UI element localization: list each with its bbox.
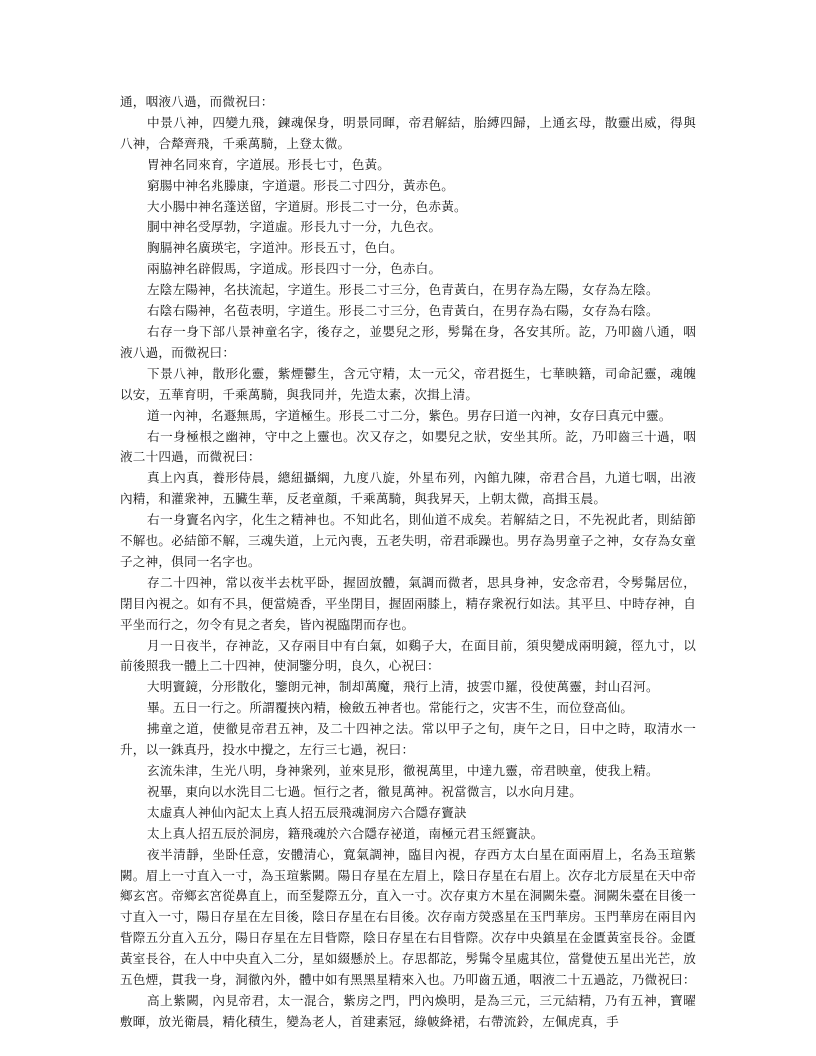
paragraph: 大小腸中神名蓬送留，字道厨。形長二寸一分，色赤黃。	[147, 198, 467, 214]
paragraph: 右陰右陽神，名苞表明，字道生。形長二寸三分，色青黃白，在男存為右陽，女存為右陰。	[147, 303, 659, 319]
paragraph: 太虛真人神仙內記太上真人招五辰飛魂洞房六合隱存竇訣	[147, 804, 467, 820]
paragraph: 通，咽液八過，而微祝曰：	[120, 94, 274, 109]
paragraph: 右一身極根之幽神，守中之上靈也。次又存之，如嬰兒之狀，安坐其所。訖，乃叩齒三十過，咽液二十四過，而微祝曰：	[120, 428, 696, 465]
paragraph: 高上紫闕，內見帝君，太一混合，紫房之門，門內煥明，是為三元，三元結精，乃有五神，寶曜敷暉，放光衛晨，精化積生，變為老人，首建素冠，綠帔絳裙，右帶流鈴，左佩虎真，手	[120, 992, 696, 1029]
paragraph: 右一身竇名內字，化生之精神也。不知此名，則仙道不成矣。若解結之日，不先祝此者，則結節不解也。必結節不解，三魂失道，上元內喪，五老失明，帝君乖躁也。男存為男童子之神，女存為女童子之神，俱同一名字也。	[120, 512, 696, 569]
paragraph: 拂童之道，使徹見帝君五神，及二十四神之法。常以甲子之旬，庚午之日，日中之時，取清水一升，以一銖真丹，投水中攪之，左行三七過，祝曰：	[120, 721, 696, 758]
paragraph: 太上真人招五辰於洞房，籍飛魂於六合隱存祕道，南極元君玉經竇訣。	[147, 825, 544, 841]
paragraph: 祝畢，東向以水洗目二七過。恒行之者，徹見萬神。祝當微言，以水向月建。	[147, 783, 582, 799]
paragraph: 存二十四神，常以夜半去枕平卧，握固放體，氣調而微者，思具身神，安念帝君，令髣髴居位，閉目內視之。如有不具，便當燒香，平坐閉目，握固兩膝上，精存衆祝行如法。其平旦、中時存神，自平坐而行之，勿令有見之者矣，皆內視臨閉而存也。	[120, 574, 696, 632]
paragraph: 胸膈神名廣瑛宅，字道沖。形長五寸，色白。	[147, 240, 403, 256]
paragraph: 月一日夜半，存神訖，又存兩目中有白氣，如鷄子大，在面目前，須臾變成兩明鏡，徑九寸，以前後照我一體上二十四神，使洞鑒分明，良久，心祝曰：	[120, 637, 696, 674]
document-page	[120, 92, 696, 1033]
paragraph: 窮腸中神名兆滕康，字道還。形長二寸四分，黃赤色。	[147, 177, 455, 193]
paragraph: 兩脇神名辟假馬，字道成。形長四寸一分，色赤白。	[147, 261, 442, 277]
paragraph: 大明竇鏡，分形散化，鑒朗元神，制却萬魔，飛行上清，披雲巾羅，役使萬靈，封山召河。	[147, 679, 659, 695]
paragraph: 道一內神，名遯無馬，字道極生。形長二寸二分，紫色。男存曰道一內神，女存曰真元中靈。	[147, 407, 672, 423]
paragraph: 夜半清靜，坐卧任意，安體清心，寬氣調神，臨目內視，存西方太白星在面兩眉上，名為玉瑄紫闕。眉上一寸直入一寸，為玉瑄紫闕。陽日存星在左眉上，陰日存星在右眉上。次存北方辰星在天中帝鄉玄宮。帝鄉玄宮從鼻直上，而至髮際五分，直入一寸。次存東方木星在洞闕朱臺。洞闕朱臺在目後一寸直入一寸，陽日存星在左目後，陰日存星在右目後。次存南方熒惑星在玉門華房。玉門華房在兩目內眥際五分直入五分，陽日存星在左目眥際，陰日存星在右目眥際。次存中央鎮星在金匱黃室長谷。金匱黃室長谷，在人中中央直入二分，星如綴懸於上。存思都訖，髣髴令星處其位，當覺使五星出光芒，放五色煙，貫我一身，洞徹內外，體中如有黑黑星精來入也。乃叩齒五通，咽液二十五過訖，乃微祝曰：	[120, 846, 696, 988]
paragraph: 左陰左陽神，名扶流起，字道生。形長二寸三分，色青黃白，在男存為左陽，女存為左陰。	[147, 282, 659, 298]
paragraph: 真上內真，養形侍晨，總紐攝綱，九度八旋，外星布列，內館九陳，帝君合昌，九道七咽，出液內精，和灌衆神，五臟生華，反老童顏，千乘萬騎，與我昇天，上朝太微，高揖玉晨。	[120, 470, 696, 507]
paragraph: 畢。五日一行之。所謂覆挾內精，檢斂五神者也。常能行之，灾害不生，而位登高仙。	[147, 700, 634, 716]
paragraph: 玄流朱津，生光八明，身神衆列，並來見形，徹視萬里，中達九靈，帝君映童，使我上精。	[147, 763, 659, 778]
paragraph: 中景八神，四變九飛，鍊魂保身，明景同暉，帝君解結，胎縛四歸，上通玄母，散靈出威，得與八神，合犛齊飛，千乘萬騎，上登太微。	[120, 114, 696, 151]
paragraph: 右存一身下部八景神童名字，後存之，並嬰兒之形，髣髴在身，各安其所。訖，乃叩齒八通，咽液八過，而微祝曰：	[120, 323, 696, 360]
paragraph: 胴中神名受厚勃，字道虛。形長九寸一分，九色衣。	[147, 219, 442, 235]
paragraph: 胃神名同來育，字道展。形長七寸，色黃。	[147, 156, 391, 172]
paragraph: 下景八神，散形化靈，紫煙鬱生，含元守精，太一元父，帝君挺生，七華映籍，司命記靈，魂魄以安，五華育明，千乘萬騎，與我同并，先造太素，次揖上清。	[120, 365, 696, 402]
